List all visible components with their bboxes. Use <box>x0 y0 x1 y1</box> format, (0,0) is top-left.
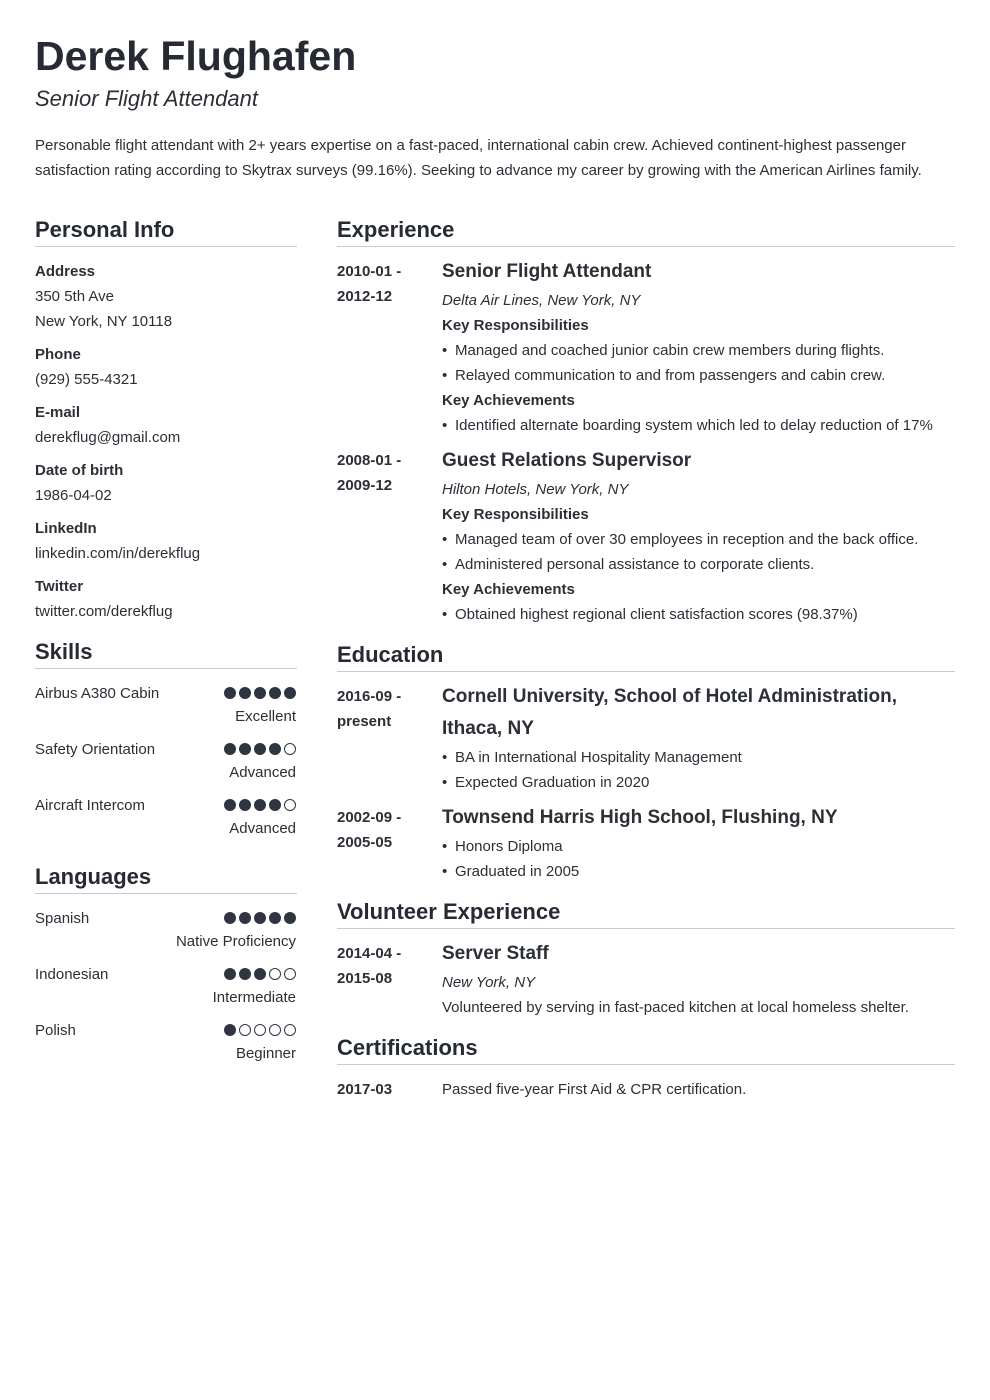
entry-body <box>442 684 955 795</box>
personal-info-heading: Personal Info <box>35 216 297 247</box>
language-level: Intermediate <box>212 989 296 1006</box>
skill-row <box>35 793 297 849</box>
skills-section <box>35 638 297 849</box>
entry-date <box>337 448 442 627</box>
language-name: Spanish <box>35 910 90 927</box>
list-item: • BA in International Hospitality Management <box>442 745 955 770</box>
achievements-label: Key Achievements <box>442 581 575 598</box>
certification-text: Passed five-year First Aid & CPR certification. <box>442 1081 747 1098</box>
info-label: Address <box>35 263 96 280</box>
info-label: E-mail <box>35 404 81 421</box>
list-item: • Administered personal assistance to corporate clients. <box>442 552 955 577</box>
volunteer-entry <box>337 941 955 1020</box>
list-item: • Expected Graduation in 2020 <box>442 770 955 795</box>
school-name: Cornell University, School of Hotel Administration, Ithaca, NY <box>442 686 897 739</box>
empty-dot-icon <box>284 968 296 980</box>
filled-dot-icon <box>224 743 236 755</box>
education-entry <box>337 684 955 795</box>
skill-name: Safety Orientation <box>35 741 156 758</box>
entry-date <box>337 684 442 795</box>
certifications-section <box>337 1034 955 1102</box>
filled-dot-icon <box>254 912 266 924</box>
volunteer-section <box>337 898 955 1020</box>
job-organization: Delta Air Lines, New York, NY <box>442 292 641 309</box>
rating-dots <box>224 797 296 813</box>
info-value: derekflug@gmail.com <box>35 429 181 446</box>
empty-dot-icon <box>269 1024 281 1036</box>
education-section <box>337 641 955 884</box>
experience-section <box>337 216 955 627</box>
education-entry <box>337 805 955 884</box>
empty-dot-icon <box>239 1024 251 1036</box>
list-item: • Relayed communication to and from passengers and cabin crew. <box>442 363 955 388</box>
resume-header <box>35 32 955 183</box>
skill-row <box>35 737 297 793</box>
info-label: Date of birth <box>35 462 124 479</box>
filled-dot-icon <box>254 687 266 699</box>
date-end: 2005-05 <box>337 834 393 851</box>
languages-heading: Languages <box>35 863 297 894</box>
empty-dot-icon <box>284 743 296 755</box>
language-name: Polish <box>35 1022 76 1039</box>
volunteer-role: Server Staff <box>442 943 549 964</box>
job-role: Senior Flight Attendant <box>442 261 652 282</box>
date-start: 2010-01 - <box>337 263 402 280</box>
filled-dot-icon <box>224 968 236 980</box>
rating-dots <box>224 910 296 926</box>
info-label: Phone <box>35 346 81 363</box>
entry-body <box>442 941 955 1020</box>
left-column <box>35 216 297 1088</box>
achievements-list <box>442 602 955 627</box>
date-start: 2016-09 - <box>337 688 402 705</box>
responsibilities-list <box>442 338 955 388</box>
info-twitter <box>35 574 297 624</box>
skill-name: Airbus A380 Cabin <box>35 685 160 702</box>
skills-heading: Skills <box>35 638 297 669</box>
filled-dot-icon <box>254 799 266 811</box>
info-value: twitter.com/derekflug <box>35 603 173 620</box>
info-phone <box>35 342 297 392</box>
experience-entry <box>337 448 955 627</box>
job-role: Guest Relations Supervisor <box>442 450 692 471</box>
education-details <box>442 745 955 795</box>
candidate-title: Senior Flight Attendant <box>35 86 258 111</box>
volunteer-description: Volunteered by serving in fast-paced kitchen at local homeless shelter. <box>442 999 909 1016</box>
language-level: Beginner <box>235 1045 296 1062</box>
skill-row <box>35 681 297 737</box>
entry-date <box>337 805 442 884</box>
right-column <box>337 216 955 1116</box>
empty-dot-icon <box>284 1024 296 1036</box>
info-email <box>35 400 297 450</box>
empty-dot-icon <box>284 799 296 811</box>
list-item: • Obtained highest regional client satisfaction scores (98.37%) <box>442 602 955 627</box>
date-end: present <box>337 713 392 730</box>
rating-dots <box>224 685 296 701</box>
filled-dot-icon <box>254 968 266 980</box>
rating-dots <box>224 966 296 982</box>
filled-dot-icon <box>269 743 281 755</box>
rating-dots <box>224 741 296 757</box>
filled-dot-icon <box>239 687 251 699</box>
language-row <box>35 906 297 962</box>
entry-date <box>337 941 442 1020</box>
responsibilities-list <box>442 527 955 577</box>
info-value: 350 5th Ave <box>35 288 114 305</box>
info-value: (929) 555-4321 <box>35 371 138 388</box>
profile-summary: Personable flight attendant with 2+ years expertise on a fast-paced, international cabin crew. Achieved continent-highest passenger satisfaction rating according to Skytrax surveys (99.16%). Seeking to advance my career by growing with the American Airlines family. <box>35 137 922 179</box>
date-start: 2008-01 - <box>337 452 402 469</box>
info-value: New York, NY 10118 <box>35 313 173 330</box>
info-value: linkedin.com/in/derekflug <box>35 545 201 562</box>
filled-dot-icon <box>239 912 251 924</box>
date-start: 2014-04 - <box>337 945 402 962</box>
skill-level: Excellent <box>235 708 296 725</box>
empty-dot-icon <box>254 1024 266 1036</box>
language-name: Indonesian <box>35 966 109 983</box>
list-item: • Graduated in 2005 <box>442 859 955 884</box>
filled-dot-icon <box>269 687 281 699</box>
responsibilities-label: Key Responsibilities <box>442 317 589 334</box>
filled-dot-icon <box>284 687 296 699</box>
school-name: Townsend Harris High School, Flushing, NY <box>442 807 838 828</box>
entry-body <box>442 448 955 627</box>
filled-dot-icon <box>284 912 296 924</box>
filled-dot-icon <box>239 968 251 980</box>
volunteer-location: New York, NY <box>442 974 536 991</box>
skill-level: Advanced <box>229 820 296 837</box>
skill-name: Aircraft Intercom <box>35 797 146 814</box>
achievements-label: Key Achievements <box>442 392 575 409</box>
empty-dot-icon <box>269 968 281 980</box>
filled-dot-icon <box>269 799 281 811</box>
certifications-heading: Certifications <box>337 1034 955 1065</box>
experience-entry <box>337 259 955 438</box>
filled-dot-icon <box>224 1024 236 1036</box>
date-end: 2012-12 <box>337 288 393 305</box>
filled-dot-icon <box>224 799 236 811</box>
filled-dot-icon <box>224 687 236 699</box>
filled-dot-icon <box>269 912 281 924</box>
date-end: 2015-08 <box>337 970 393 987</box>
language-row <box>35 1018 297 1074</box>
info-linkedin <box>35 516 297 566</box>
skill-level: Advanced <box>229 764 296 781</box>
rating-dots <box>224 1022 296 1038</box>
education-heading: Education <box>337 641 955 672</box>
certification-date: 2017-03 <box>337 1081 393 1098</box>
job-organization: Hilton Hotels, New York, NY <box>442 481 629 498</box>
language-row <box>35 962 297 1018</box>
filled-dot-icon <box>239 799 251 811</box>
info-label: Twitter <box>35 578 84 595</box>
candidate-name: Derek Flughafen <box>35 33 357 79</box>
volunteer-heading: Volunteer Experience <box>337 898 955 929</box>
entry-body <box>442 259 955 438</box>
filled-dot-icon <box>239 743 251 755</box>
education-details <box>442 834 955 884</box>
languages-section <box>35 863 297 1074</box>
achievements-list <box>442 413 955 438</box>
certification-entry <box>337 1077 955 1102</box>
filled-dot-icon <box>224 912 236 924</box>
language-level: Native Proficiency <box>175 933 296 950</box>
list-item: • Managed team of over 30 employees in reception and the back office. <box>442 527 955 552</box>
responsibilities-label: Key Responsibilities <box>442 506 589 523</box>
date-start: 2002-09 - <box>337 809 402 826</box>
info-value: 1986-04-02 <box>35 487 112 504</box>
entry-date <box>337 259 442 438</box>
list-item: • Managed and coached junior cabin crew members during flights. <box>442 338 955 363</box>
list-item: • Identified alternate boarding system which led to delay reduction of 17% <box>442 413 955 438</box>
entry-body <box>442 805 955 884</box>
filled-dot-icon <box>254 743 266 755</box>
info-label: LinkedIn <box>35 520 97 537</box>
info-address <box>35 259 297 334</box>
info-date-of-birth <box>35 458 297 508</box>
list-item: • Honors Diploma <box>442 834 955 859</box>
date-end: 2009-12 <box>337 477 393 494</box>
personal-info-section <box>35 216 297 624</box>
experience-heading: Experience <box>337 216 955 247</box>
